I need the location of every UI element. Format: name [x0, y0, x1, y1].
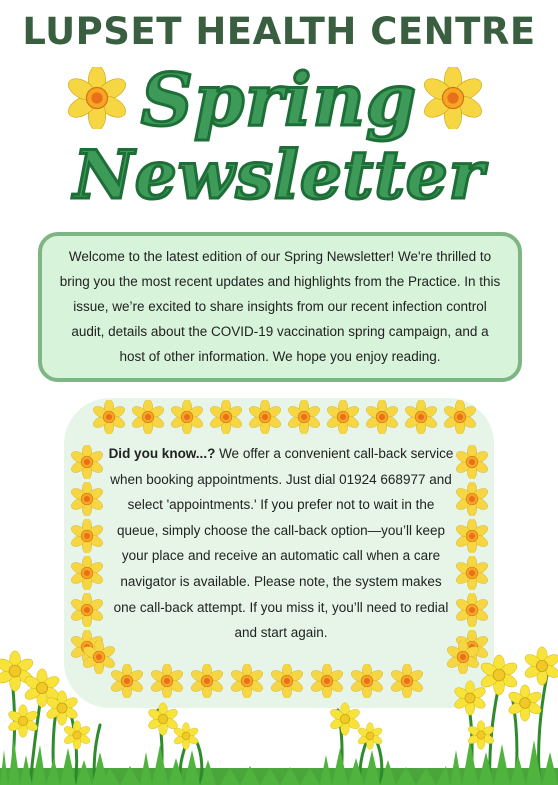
daffodil-icon	[70, 593, 104, 627]
daffodil-icon	[455, 519, 489, 553]
daffodil-icon	[404, 400, 438, 434]
did-you-know-body: We offer a convenient call-back service when booking appointments. Just dial 01924 668977 and select 'appointments.' If you prefer not to wait in the queue, simply choose the call-back option—you’ll keep your place and receive an automatic call when a care navigator is available. Please note, the system makes one call-back attempt. If you miss it, you’ll need to redial and start again.	[110, 446, 454, 641]
daffodil-icon	[287, 400, 321, 434]
daffodil-icon	[455, 445, 489, 479]
title-newsletter: Newsletter	[73, 136, 485, 214]
title-spring: Spring	[140, 57, 418, 142]
daffodil-icon	[455, 482, 489, 516]
daffodil-icon	[92, 400, 126, 434]
daffodil-icon	[248, 400, 282, 434]
daffodil-icon	[70, 556, 104, 590]
daffodil-field	[0, 640, 558, 785]
practice-name: LUPSET HEALTH CENTRE	[22, 10, 536, 53]
daffodil-icon	[455, 593, 489, 627]
daffodil-icon	[209, 400, 243, 434]
daffodil-icon	[70, 482, 104, 516]
welcome-box	[38, 232, 522, 382]
daffodil-icon	[365, 400, 399, 434]
daffodil-icon	[70, 519, 104, 553]
daffodil-icon	[170, 400, 204, 434]
welcome-text: Welcome to the latest edition of our Spring Newsletter! We're thrilled to bring you the most recent updates and highlights from the Practice. In this issue, we’re excited to share insights from our recent infection control audit, details about the COVID-19 vaccination spring campaign, and a host of other information. We hope you enjoy reading.	[59, 249, 501, 364]
daffodil-icon	[70, 445, 104, 479]
daffodil-icon	[131, 400, 165, 434]
daffodil-icon	[443, 400, 477, 434]
did-you-know-text	[108, 441, 454, 646]
did-you-know-heading: Did you know...?	[108, 446, 216, 461]
daffodil-icon	[326, 400, 360, 434]
daffodil-icon	[455, 556, 489, 590]
